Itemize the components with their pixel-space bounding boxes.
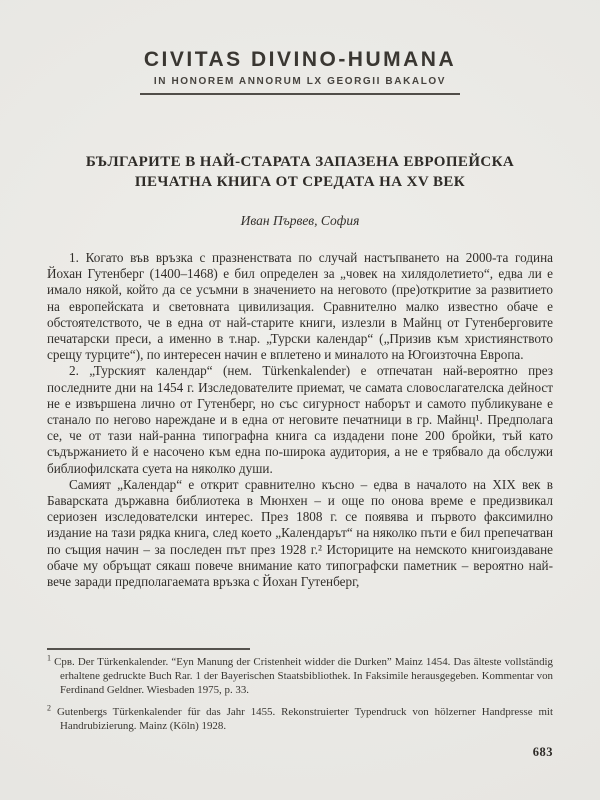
article-title: [0, 152, 600, 192]
article-title-line-2: ПЕЧАТНА КНИГА ОТ СРЕДАТА НА XV ВЕК: [134, 174, 466, 190]
page-number: 683: [532, 745, 553, 759]
footnote-1: [47, 653, 553, 697]
body-paragraph-3: Самият „Календар“ е открит сравнително късно – едва в началото на XIX век в Баварската държавна библиотека в Мюнхен – и още по онова време е предизвикал сериозен изследователски интерес. През 1808 г. се появява и първото факсимилно издание на тази рядка книга, след което „Календарът“ на няколко пъти е бил препечатван по същия начин – за последен път през 1928 г.² Историците на немското книгоиздаване обаче му обръщат сякаш повече внимание като типографски паметник – вероятно най-вече заради предполагаемата връзка с Йохан Гутенберг,: [47, 476, 553, 590]
author-line: Иван Първев, София: [240, 213, 360, 228]
body-paragraph-2: 2. „Турският календар“ (нем. Türkenkalender) е отпечатан най-вероятно през последните дни на 1454 г. Изследователите приемат, че самата словослагателска дейност не е извършена лично от Гутенберг, но със сигурност наборът и самото публикуване е станало по негово нареждане и в една от неговите печатници в гр. Майнц¹. Предполага се, че от тази най-ранна типографна книга са издадени поне 200 бройки, тъй като съдържанието й е насочено към една по-широка аудитория, а не е трябвало да обслужи библиофилската суета на няколко души.: [47, 363, 553, 476]
series-title: CIVITAS DIVINO-HUMANA: [143, 48, 457, 71]
article-title-line-1: БЪЛГАРИТЕ В НАЙ-СТАРАТА ЗАПАЗЕНА ЕВРОПЕЙСКА: [85, 154, 515, 170]
footnote-1-text: Срв. Der Türkenkalender. “Eyn Manung der Cristenheit widder die Durken” Mainz 1454. Das älteste vollständig erhaltene gedruckte Buch Rar. 1 der Bayerischen Staatsbibliothek. In Faksimile herausgegeben. Kommentar von Ferdinand Geldner. Wiesbaden 1975, p. 33.: [54, 656, 553, 696]
running-head: [0, 0, 600, 95]
footnote-2: [47, 703, 553, 734]
footnote-1-marker: 1: [47, 653, 51, 663]
footnote-2-marker: 2: [47, 703, 51, 713]
running-head-box: [140, 48, 460, 95]
body-paragraph-1: 1. Когато във връзка с празненствата по случай настъпването на 2000-та година Йохан Гутенберг (1400–1468) е бил определен за „човек на хилядолетието“, едва ли е имало някой, който да се усъмни в значението на неговото (пре)откритие за развитието на европейската и световната цивилизация. Сравнително малко известно обаче е обстоятелството, че в една от най-старите книги, излезли в Майнц от Гутенберговите печатарски преси, а именно в т.нар. „Турски календар“ („Призив към християнството срещу турците“), по интересен начин е вплетено и миналото на Югоизточна Европа.: [47, 250, 553, 363]
series-subtitle: IN HONOREM ANNORUM LX GEORGII BAKALOV: [153, 76, 447, 87]
article-body: [47, 250, 553, 590]
footnote-2-text: Gutenbergs Türkenkalender für das Jahr 1455. Rekonstruierter Typendruck von hölzerner Handpresse mit Handrubizierung. Mainz (Köln) 1928.: [56, 706, 553, 733]
footnote-separator-rule: [47, 648, 250, 650]
footnotes-section: [47, 648, 553, 743]
